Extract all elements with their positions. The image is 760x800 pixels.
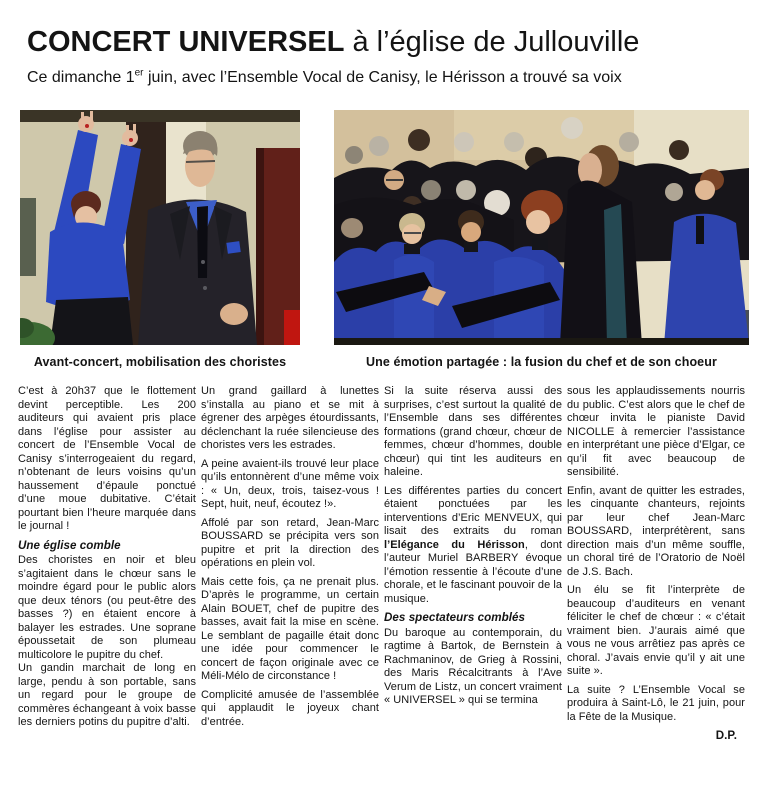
body-paragraph: Mais cette fois, ça ne prenait plus. D’après le programme, un certain Alain BOUET, chef de pupitre des basses, avait fait la mise en scène. Le semblant de pagaille était donc une idée pour commencer le concert de façon originale avec ce Méli-Mélo de circonstance ! <box>201 575 379 682</box>
section-heading: Une église comble <box>18 538 121 552</box>
body-paragraph: La suite ? L’Ensemble Vocal se produira à Saint-Lô, le 21 juin, pour la Fête de la Musique. <box>567 683 745 723</box>
body-paragraph: Si la suite réserva aussi des surprises, c’est surtout la qualité de l’Ensemble dans ses différentes formations (grand chœur, chœur de femmes, chœur d’hommes, double chœur) qui tint les auditeurs en haleine. <box>384 385 562 478</box>
section-heading: Des spectateurs comblés <box>384 611 525 624</box>
body-paragraph: Affolé par son retard, Jean-Marc BOUSSARD se précipita vers son pupitre et prit la direction des opérations en plein vol. <box>201 516 379 569</box>
article-header <box>27 26 737 88</box>
photo-right-caption: Une émotion partagée : la fusion du chef et de son choeur <box>366 355 717 369</box>
column-2 <box>201 385 379 748</box>
author-initials: D.P. <box>715 729 737 742</box>
body-paragraph: sous les applaudissements nourris du public. C’est alors que le chef de chœur invita le pianiste David NICOLLE à remercier l’assistance en interprétant une pièce d’Elgar, ce qu’il fit avec beaucoup de sensibilité. <box>567 385 745 478</box>
body-paragraph: Les différentes parties du concert étaient ponctuées par les interventions d’Eric MENVEUX, qui lisait des extraits du roman l’Elégance du Hérisson, dont l’auteur Muriel BARBERY évoque l’émotion ressentie à l’écoute d’une chorale, et le fascinant pouvoir de la musique. <box>384 484 563 605</box>
body-paragraph: Du baroque au contemporain, du ragtime à Bartok, de Bernstein à Rachmaninov, de Grieg à Rossini, des Maris Récalcitrants à l’Ave Verum de Listz, un concert vraiment « UNIVERSEL » qui se termina <box>384 626 562 706</box>
column-4 <box>567 385 745 748</box>
photo-left-caption: Avant-concert, mobilisation des choristes <box>33 355 287 369</box>
body-paragraph: Un élu se fit l’interprète de beaucoup d’auditeurs en venant féliciter le chef de chœur : « c’était vraiment bien. J’aurais aimé que vous ne vous arrêtiez pas après ce choral. J’avais envie qu’il y ait une suite ». <box>567 584 745 677</box>
body-paragraph: C’est à 20h37 que le flottement devint perceptible. Les 200 auditeurs qui avaient pris place dans l’église pour assister au concert de l’Ensemble Vocal de Canisy s’interrogeaient du regard, n’obtenant de leurs voisins qu’un haussement d’épaule ponctué d’une moue dubitative. C’était pourtant bien l’heure marquée dans le journal ! <box>18 385 196 532</box>
article-subtitle: Ce dimanche 1er juin, avec l’Ensemble Vocal de Canisy, le Hérisson a trouvé sa voix <box>27 67 622 86</box>
column-1 <box>18 385 196 748</box>
body-paragraph: Des choristes en noir et bleu s’agitaient dans le chœur sans le moindre égard pour le public alors que deux ténors (ou peut-être des basses ?) en étaient encore à balayer les estrades. Une soprane époussetait de son plumeau multicolore le pupitre du chef. <box>18 554 196 661</box>
body-paragraph: Un gandin marchait de long en large, pendu à son portable, sans un regard pour le groupe de commères échangeant à voix basse les derniers potins du pupitre d’alti. <box>18 662 196 728</box>
photo-avant-concert-illustration <box>20 110 300 345</box>
body-paragraph: Complicité amusée de l’assemblée qui applaudit le joyeux chant d’entrée. <box>201 688 379 728</box>
body-paragraph: A peine avaient-ils trouvé leur place qu’ils entonnèrent d’une même voix : « Un, deux, trois, taisez-vous ! Sept, huit, neuf, écoutez !». <box>201 457 379 510</box>
photo-emotion-partagee <box>334 110 749 369</box>
photo-emotion-illustration <box>334 110 749 345</box>
title-main: CONCERT UNIVERSEL <box>27 26 345 58</box>
article-body <box>18 385 745 748</box>
body-paragraph: Un grand gaillard à lunettes s’installa au piano et se mit à égrener des arpèges étourdissants, déclenchant la ruée silencieuse des choristes vers les estrades. <box>201 385 379 451</box>
page-title <box>27 26 737 58</box>
title-sub: à l’église de Jullouville <box>344 26 640 58</box>
photo-avant-concert <box>20 110 300 369</box>
body-paragraph: Enfin, avant de quitter les estrades, les cinquante chanteurs, rejoints par leur chef Jean-Marc BOUSSARD, interprétèrent, sans direction mais d’un même souffle, un choral tiré de l’Oratorio de Noël de J.S. Bach. <box>567 484 745 578</box>
column-3 <box>384 385 562 748</box>
